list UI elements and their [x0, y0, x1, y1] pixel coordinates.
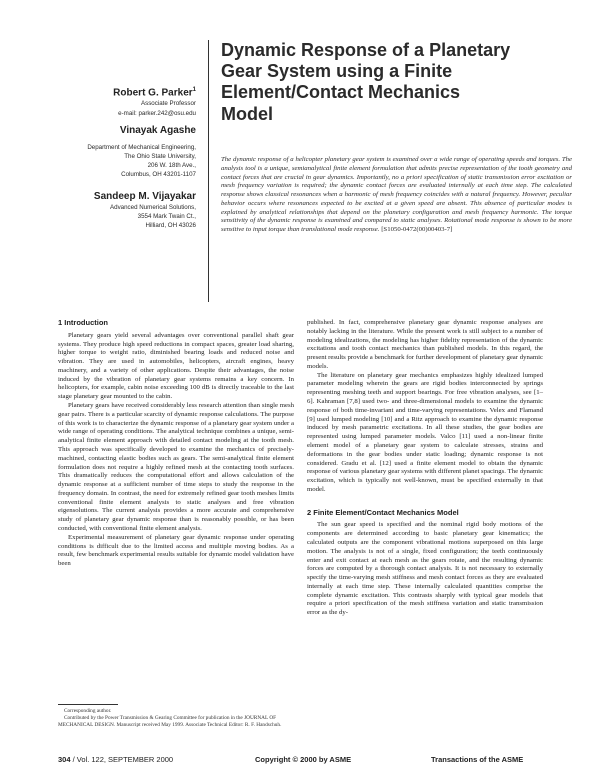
- author-role: Associate Professor: [140, 100, 196, 108]
- footer-copyright: Copyright © 2000 by ASME: [255, 755, 352, 764]
- abstract-doi: [S1050-0472(00)00403-7]: [381, 226, 453, 234]
- paragraph: The sun gear speed is specified and the nominal rigid body motions of the components are determined according to basic planetary gear kinematics; the calculated outputs are the component vibrational motions superposed on this large motion. The analysis is not of a single, fixed configuration; the teeth continuously enter and exit contact at each mesh as the gears rotate, and the resulting dynamic forces are computed by a thorough contact analysis. It is not necessary to externally specify the time-varying mesh stiffness and mesh contact forces as they are evaluated internally at each time step. These internally calculated quantities comprise the complete dynamic excitation. This contrasts sharply with typical gear models that require a priori specification of the mesh stiffness variation and static transmission error as the dy-: [307, 521, 543, 617]
- section-heading: 1 Introduction: [58, 318, 108, 327]
- title-line: Element/Contact Mechanics: [221, 82, 461, 103]
- author-affiliation-line: Hilliard, OH 43026: [145, 221, 196, 229]
- abstract: [221, 156, 572, 235]
- author-affiliation-line: 3554 Mark Twain Ct.,: [137, 212, 196, 220]
- author-name: Sandeep M. Vijayakar: [93, 190, 196, 202]
- paragraph: Planetary gears have received considerably less research attention than single mesh gear pairs. There is a particular scarcity of dynamic response calculations. The purpose of this work is to characterize the dynamic response of a planetary gear system under a wide range of operating conditions. The analytical technique combines a unique, semi-analytical finite element approach with detailed contact modeling at the tooth mesh. This approach was specifically developed to examine the mechanics of precisely-machined, contacting elastic bodies such as gears. The semi-analytical finite element formulation does not require a highly refined mesh at the contacting tooth surfaces. This dramatically reduces the computational effort and allows calculation of the dynamic response at a sufficient number of time steps to study the response in the frequency domain. In contrast, the need for extremely refined gear tooth meshes limits conventional finite element analysis to static analyses and free vibration eigensolutions. The current analysis provides a more accurate and comprehensive study of planetary gear dynamic response than is reasonably possible, or has been conducted, with conventional finite element analysis.: [58, 402, 294, 532]
- author-affiliation-line: 206 W. 18th Ave.,: [147, 162, 196, 170]
- left-column: [58, 319, 294, 569]
- title-line: Gear System using a Finite: [221, 61, 453, 82]
- footnote-corresponding: Corresponding author.: [64, 708, 112, 714]
- author-name: Vinayak Agashe: [119, 124, 196, 136]
- paragraph: Experimental measurement of planetary gear dynamic response under operating conditions is difficult due to the limited access and multiple moving bodies. As a result, few benchmark experimental results suitable for dynamic model validation have been: [58, 533, 294, 568]
- paragraph: The literature on planetary gear mechanics emphasizes highly idealized lumped parameter modeling wherein the gears are rigid bodies interconnected by springs representing meshing teeth and support bearings. For free vibration analyses, see [1–6]. Kahraman [7,8] used two- and three-dimensional models to examine the dynamic response of both time-invariant and time-varying representations. Velex and Flamand [9] used lumped modeling [10] and a Ritz approach to examine the dynamic response induced by mesh parametric excitations. In all these studies, the gear bodies are represented using lumped parameter models. Valco [11] used a non-linear finite element model of a planetary gear system to calculate stresses, strains and deformations in the gear bodies under static loading; dynamic response is not considered. Gradu et al. [12] used a finite element model to obtain the dynamic response of various planetary gear systems with different planet spacings. The dynamic excitation, which is typically not well-known, must be specified externally in that model.: [307, 371, 543, 493]
- footnote: [58, 708, 294, 728]
- abstract-text: The dynamic response of a helicopter planetary gear system is examined over a wide range of operating speeds and torques. The analysis tool is a unique, semianalytical finite element formulation that admits precise representation of the tooth geometry and contact forces that are crucial in gear dynamics. Importantly, no a priori specification of static transmission error excitation or mesh frequency variation is required; the dynamic contact forces are evaluated internally at each time step. The calculated response shows classical resonances when a harmonic of mesh frequency coincides with a natural frequency. However, peculiar behavior occurs where resonances expected to be excited at a given speed are absent. This absence of particular modes is explained by analytical relationships that depend on the planetary configuration and mesh frequency harmonic. The torque sensitivity of the dynamic response is examined and compared to static analyses. Rotational mode response is shown to be more sensitive to input torque than translational mode response.: [221, 156, 572, 234]
- header-divider: [208, 40, 209, 302]
- section-heading: 2 Finite Element/Contact Mechanics Model: [307, 507, 459, 517]
- author-affiliation-line: Department of Mechanical Engineering,: [87, 143, 196, 151]
- author-name: Robert G. Parker$^1$: [113, 87, 196, 99]
- author-affiliation-line: Advanced Numerical Solutions,: [110, 203, 196, 211]
- footer-page-info: 304 / Vol. 122, SEPTEMBER 2000: [58, 755, 174, 764]
- paper-title: [221, 40, 571, 125]
- author-block: [28, 84, 196, 230]
- footnote-contribution: Contributed by the Power Transmission & Gearing Committee for publication in the JOURNAL OF MECHANICAL DESIGN. Manuscript received May 1999. Associate Technical Editor: R. F. Handschuh.: [58, 714, 282, 728]
- paragraph: Planetary gears yield several advantages over conventional parallel shaft gear systems. They produce high speed reductions in compact spaces, greater load sharing, higher torque to weight ratio, diminished bearing loads and reduced noise and vibration. They are used in automobiles, helicopters, aircraft engines, heavy machinery, and a variety of other applications. Despite their advantages, the noise induced by the vibration of planetary gear systems remains a key concern. In helicopters, for example, cabin noise exceeding 100 dB is directly traceable to the last stage planetary gear mounted to the cabin.: [58, 331, 294, 401]
- author-affiliation-line: Columbus, OH 43201-1107: [121, 171, 196, 179]
- page-number: 304: [58, 755, 71, 764]
- paragraph: published. In fact, comprehensive planetary gear dynamic response analyses are notably lacking in the literature. While the present work is still subject to a number of modeling idealizations, the modeling has higher fidelity representation of the dynamic excitations and tooth contact mechanics than published models. In this regard, the present results provide a benchmark for further development of planetary gear dynamic models.: [307, 319, 543, 370]
- title-line: Model: [221, 103, 273, 124]
- footer-journal: Transactions of the ASME: [431, 755, 524, 764]
- title-line: Dynamic Response of a Planetary: [221, 40, 511, 60]
- author-affiliation-line: The Ohio State University,: [124, 152, 196, 160]
- right-column: [307, 319, 543, 618]
- volume-info: Vol. 122, SEPTEMBER 2000: [76, 755, 174, 764]
- author-email: e-mail: parker.242@osu.edu: [118, 109, 196, 117]
- footnote-rule: [58, 704, 118, 705]
